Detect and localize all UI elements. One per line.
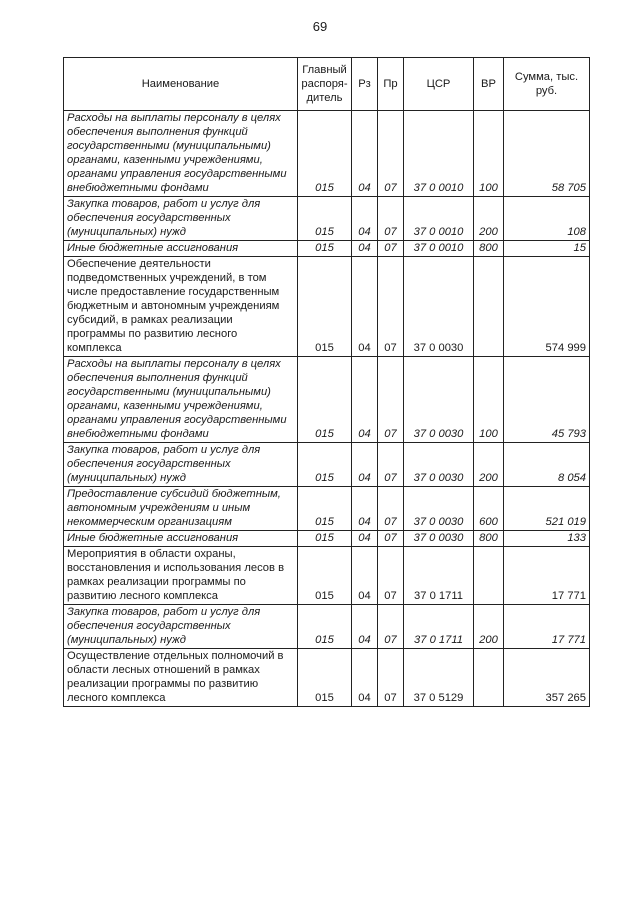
cell-vr: 100 <box>474 111 504 197</box>
cell-vr: 800 <box>474 531 504 547</box>
header-name: Наименование <box>64 58 298 111</box>
cell-csr: 37 0 0010 <box>404 111 474 197</box>
cell-csr: 37 0 1711 <box>404 605 474 649</box>
header-sum: Сумма, тыс. руб. <box>504 58 590 111</box>
page-number: 69 <box>312 19 328 34</box>
cell-manager: 015 <box>298 257 352 357</box>
table-row <box>64 197 590 241</box>
header-rz: Рз <box>352 58 378 111</box>
cell-csr: 37 0 5129 <box>404 649 474 707</box>
cell-name: Мероприятия в области охраны, восстановления и использования лесов в рамках реализации программы по развитию лесного комплекса <box>64 547 298 605</box>
cell-pr: 07 <box>378 241 404 257</box>
cell-pr: 07 <box>378 357 404 443</box>
cell-sum: 357 265 <box>504 649 590 707</box>
cell-csr: 37 0 0010 <box>404 241 474 257</box>
header-vr: ВР <box>474 58 504 111</box>
cell-vr <box>474 547 504 605</box>
cell-manager: 015 <box>298 487 352 531</box>
cell-vr <box>474 257 504 357</box>
cell-rz: 04 <box>352 649 378 707</box>
cell-rz: 04 <box>352 357 378 443</box>
cell-csr: 37 0 0030 <box>404 257 474 357</box>
cell-pr: 07 <box>378 547 404 605</box>
cell-manager: 015 <box>298 241 352 257</box>
cell-name: Закупка товаров, работ и услуг для обеспечения государственных (муниципальных) нужд <box>64 443 298 487</box>
header-pr: Пр <box>378 58 404 111</box>
table-row <box>64 257 590 357</box>
cell-pr: 07 <box>378 257 404 357</box>
cell-sum: 8 054 <box>504 443 590 487</box>
table-body <box>64 111 590 707</box>
table-row <box>64 649 590 707</box>
cell-vr: 100 <box>474 357 504 443</box>
cell-sum: 133 <box>504 531 590 547</box>
cell-sum: 45 793 <box>504 357 590 443</box>
table-row <box>64 547 590 605</box>
cell-name: Обеспечение деятельности подведомственных учреждений, в том числе предоставление государственным бюджетным и автономным учреждениям субсидий, в рамках реализации программы по развитию лесного комплекса <box>64 257 298 357</box>
cell-name: Предоставление субсидий бюджетным, автономным учреждениям и иным некоммерческим организациям <box>64 487 298 531</box>
cell-vr: 200 <box>474 443 504 487</box>
cell-manager: 015 <box>298 531 352 547</box>
cell-name: Закупка товаров, работ и услуг для обеспечения государственных (муниципальных) нужд <box>64 605 298 649</box>
cell-csr: 37 0 0030 <box>404 487 474 531</box>
cell-sum: 108 <box>504 197 590 241</box>
cell-manager: 015 <box>298 111 352 197</box>
cell-sum: 17 771 <box>504 605 590 649</box>
cell-manager: 015 <box>298 605 352 649</box>
cell-sum: 58 705 <box>504 111 590 197</box>
table-header-row <box>64 58 590 111</box>
cell-manager: 015 <box>298 197 352 241</box>
table-row <box>64 531 590 547</box>
cell-rz: 04 <box>352 605 378 649</box>
table-row <box>64 357 590 443</box>
cell-rz: 04 <box>352 487 378 531</box>
cell-pr: 07 <box>378 443 404 487</box>
cell-rz: 04 <box>352 531 378 547</box>
table-row <box>64 487 590 531</box>
cell-csr: 37 0 0030 <box>404 357 474 443</box>
cell-name: Расходы на выплаты персоналу в целях обеспечения выполнения функций государственными (муниципальными) органами, казенными учреждениями, органами управления государственными внебюджетными фондами <box>64 357 298 443</box>
cell-csr: 37 0 0010 <box>404 197 474 241</box>
table-row <box>64 443 590 487</box>
cell-pr: 07 <box>378 197 404 241</box>
cell-rz: 04 <box>352 111 378 197</box>
table-row <box>64 605 590 649</box>
cell-sum: 521 019 <box>504 487 590 531</box>
cell-pr: 07 <box>378 605 404 649</box>
cell-pr: 07 <box>378 531 404 547</box>
cell-csr: 37 0 0030 <box>404 443 474 487</box>
cell-vr: 200 <box>474 605 504 649</box>
cell-name: Осуществление отдельных полномочий в области лесных отношений в рамках реализации программы по развитию лесного комплекса <box>64 649 298 707</box>
cell-sum: 15 <box>504 241 590 257</box>
cell-pr: 07 <box>378 111 404 197</box>
cell-vr <box>474 649 504 707</box>
cell-name: Иные бюджетные ассигнования <box>64 241 298 257</box>
cell-pr: 07 <box>378 487 404 531</box>
cell-name: Расходы на выплаты персоналу в целях обеспечения выполнения функций государственными (муниципальными) органами, казенными учреждениями, органами управления государственными внебюджетными фондами <box>64 111 298 197</box>
table-row <box>64 111 590 197</box>
header-manager: Главный распоря-дитель <box>298 58 352 111</box>
cell-manager: 015 <box>298 547 352 605</box>
cell-csr: 37 0 0030 <box>404 531 474 547</box>
cell-rz: 04 <box>352 197 378 241</box>
table-row <box>64 241 590 257</box>
cell-rz: 04 <box>352 257 378 357</box>
budget-table <box>63 57 590 707</box>
cell-sum: 17 771 <box>504 547 590 605</box>
cell-csr: 37 0 1711 <box>404 547 474 605</box>
cell-sum: 574 999 <box>504 257 590 357</box>
cell-vr: 200 <box>474 197 504 241</box>
cell-rz: 04 <box>352 547 378 605</box>
header-csr: ЦСР <box>404 58 474 111</box>
cell-manager: 015 <box>298 649 352 707</box>
cell-vr: 800 <box>474 241 504 257</box>
cell-manager: 015 <box>298 357 352 443</box>
cell-rz: 04 <box>352 241 378 257</box>
cell-manager: 015 <box>298 443 352 487</box>
cell-name: Закупка товаров, работ и услуг для обеспечения государственных (муниципальных) нужд <box>64 197 298 241</box>
cell-rz: 04 <box>352 443 378 487</box>
cell-pr: 07 <box>378 649 404 707</box>
cell-vr: 600 <box>474 487 504 531</box>
cell-name: Иные бюджетные ассигнования <box>64 531 298 547</box>
